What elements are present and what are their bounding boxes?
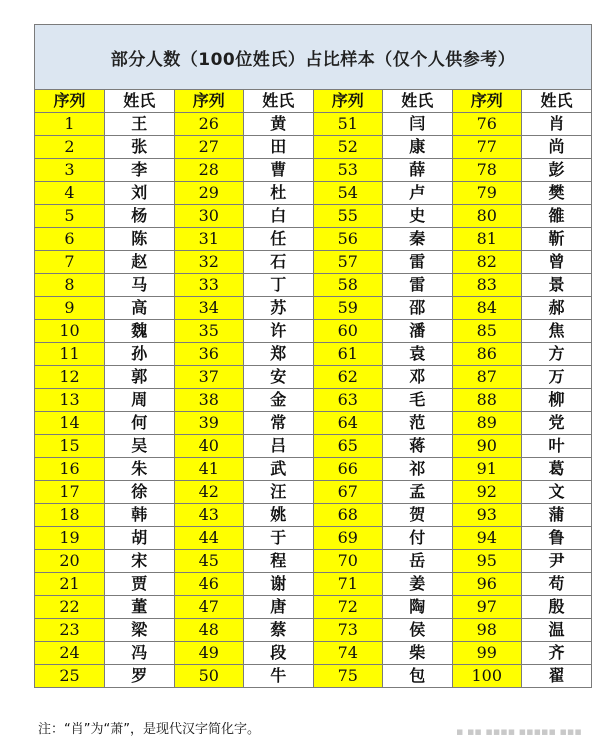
cell-surname: 陈: [105, 228, 175, 251]
cell-surname: 雷: [383, 251, 453, 274]
cell-index: 1: [35, 113, 105, 136]
cell-surname: 鲁: [522, 527, 592, 550]
cell-surname: 梁: [105, 619, 175, 642]
cell-index: 13: [35, 389, 105, 412]
cell-surname: 蔡: [244, 619, 314, 642]
cell-surname: 彭: [522, 159, 592, 182]
cell-surname: 郝: [522, 297, 592, 320]
cell-index: 10: [35, 320, 105, 343]
cell-surname: 董: [105, 596, 175, 619]
cell-surname: 康: [383, 136, 453, 159]
cell-index: 90: [452, 435, 522, 458]
cell-surname: 段: [244, 642, 314, 665]
cell-index: 88: [452, 389, 522, 412]
table-row: [35, 159, 591, 182]
table-row: [35, 596, 591, 619]
cell-surname: 丁: [244, 274, 314, 297]
cell-surname: 范: [383, 412, 453, 435]
cell-surname: 武: [244, 458, 314, 481]
cell-index: 2: [35, 136, 105, 159]
cell-surname: 蒋: [383, 435, 453, 458]
cell-index: 28: [174, 159, 244, 182]
cell-surname: 姜: [383, 573, 453, 596]
cell-index: 60: [313, 320, 383, 343]
cell-index: 98: [452, 619, 522, 642]
table-row: [35, 435, 591, 458]
cell-surname: 黄: [244, 113, 314, 136]
cell-surname: 齐: [522, 642, 592, 665]
cell-surname: 文: [522, 481, 592, 504]
cell-surname: 程: [244, 550, 314, 573]
cell-index: 42: [174, 481, 244, 504]
cell-index: 59: [313, 297, 383, 320]
cell-index: 73: [313, 619, 383, 642]
cell-surname: 胡: [105, 527, 175, 550]
cell-surname: 周: [105, 389, 175, 412]
cell-surname: 樊: [522, 182, 592, 205]
cell-surname: 罗: [105, 665, 175, 688]
cell-index: 61: [313, 343, 383, 366]
cell-index: 37: [174, 366, 244, 389]
cell-surname: 柳: [522, 389, 592, 412]
cell-surname: 曾: [522, 251, 592, 274]
cell-surname: 石: [244, 251, 314, 274]
cell-index: 36: [174, 343, 244, 366]
cell-surname: 雒: [522, 205, 592, 228]
table-row: [35, 228, 591, 251]
cell-surname: 尹: [522, 550, 592, 573]
table-row: [35, 550, 591, 573]
page-title: 部分人数（100位姓氏）占比样本（仅个人供参考）: [35, 25, 591, 90]
cell-surname: 蒲: [522, 504, 592, 527]
cell-surname: 杨: [105, 205, 175, 228]
cell-surname: 靳: [522, 228, 592, 251]
cell-index: 69: [313, 527, 383, 550]
cell-index: 94: [452, 527, 522, 550]
cell-index: 57: [313, 251, 383, 274]
cell-index: 22: [35, 596, 105, 619]
cell-surname: 孙: [105, 343, 175, 366]
table-row: [35, 619, 591, 642]
table-row: [35, 481, 591, 504]
cell-index: 35: [174, 320, 244, 343]
cell-index: 23: [35, 619, 105, 642]
table-row: [35, 642, 591, 665]
column-header-index: 序列: [313, 90, 383, 113]
cell-surname: 岳: [383, 550, 453, 573]
cell-index: 50: [174, 665, 244, 688]
cell-index: 77: [452, 136, 522, 159]
cell-surname: 高: [105, 297, 175, 320]
cell-surname: 包: [383, 665, 453, 688]
cell-index: 63: [313, 389, 383, 412]
cell-index: 43: [174, 504, 244, 527]
cell-index: 84: [452, 297, 522, 320]
cell-surname: 葛: [522, 458, 592, 481]
cell-surname: 焦: [522, 320, 592, 343]
cell-index: 24: [35, 642, 105, 665]
cell-index: 48: [174, 619, 244, 642]
cell-index: 87: [452, 366, 522, 389]
cell-index: 20: [35, 550, 105, 573]
cell-index: 3: [35, 159, 105, 182]
cell-surname: 贾: [105, 573, 175, 596]
cell-surname: 任: [244, 228, 314, 251]
cell-index: 74: [313, 642, 383, 665]
cell-index: 41: [174, 458, 244, 481]
table-row: [35, 343, 591, 366]
table-body: [35, 113, 591, 688]
cell-index: 17: [35, 481, 105, 504]
cell-index: 54: [313, 182, 383, 205]
cell-index: 62: [313, 366, 383, 389]
cell-surname: 孟: [383, 481, 453, 504]
cell-index: 85: [452, 320, 522, 343]
cell-index: 86: [452, 343, 522, 366]
cell-index: 79: [452, 182, 522, 205]
cell-index: 38: [174, 389, 244, 412]
cell-surname: 张: [105, 136, 175, 159]
cell-index: 18: [35, 504, 105, 527]
cell-index: 81: [452, 228, 522, 251]
table-row: [35, 527, 591, 550]
cell-index: 52: [313, 136, 383, 159]
cell-surname: 苏: [244, 297, 314, 320]
cell-surname: 潘: [383, 320, 453, 343]
surname-sample-sheet: [34, 24, 592, 688]
column-header-surname: 姓氏: [522, 90, 592, 113]
cell-index: 97: [452, 596, 522, 619]
table-row: [35, 297, 591, 320]
table-row: [35, 113, 591, 136]
cell-index: 49: [174, 642, 244, 665]
cell-index: 80: [452, 205, 522, 228]
cell-index: 100: [452, 665, 522, 688]
cell-index: 12: [35, 366, 105, 389]
cell-surname: 郑: [244, 343, 314, 366]
cell-surname: 邵: [383, 297, 453, 320]
cell-surname: 田: [244, 136, 314, 159]
cell-index: 95: [452, 550, 522, 573]
cell-index: 34: [174, 297, 244, 320]
cell-surname: 马: [105, 274, 175, 297]
cell-surname: 宋: [105, 550, 175, 573]
cell-index: 66: [313, 458, 383, 481]
cell-index: 8: [35, 274, 105, 297]
cell-surname: 袁: [383, 343, 453, 366]
cell-index: 9: [35, 297, 105, 320]
cell-surname: 毛: [383, 389, 453, 412]
cell-surname: 魏: [105, 320, 175, 343]
cell-index: 29: [174, 182, 244, 205]
column-header-index: 序列: [174, 90, 244, 113]
cell-index: 72: [313, 596, 383, 619]
cell-index: 33: [174, 274, 244, 297]
footnote: 注：“肖”为“萧”，是现代汉字简化字。: [38, 722, 260, 737]
cell-surname: 雷: [383, 274, 453, 297]
cell-index: 47: [174, 596, 244, 619]
cell-surname: 吕: [244, 435, 314, 458]
cell-index: 82: [452, 251, 522, 274]
cell-index: 32: [174, 251, 244, 274]
cell-index: 70: [313, 550, 383, 573]
column-header-surname: 姓氏: [244, 90, 314, 113]
cell-surname: 温: [522, 619, 592, 642]
cell-index: 40: [174, 435, 244, 458]
table-row: [35, 389, 591, 412]
cell-surname: 闫: [383, 113, 453, 136]
cell-surname: 柴: [383, 642, 453, 665]
cell-surname: 苟: [522, 573, 592, 596]
cell-surname: 殷: [522, 596, 592, 619]
table-row: [35, 182, 591, 205]
cell-index: 14: [35, 412, 105, 435]
cell-surname: 郭: [105, 366, 175, 389]
cell-surname: 唐: [244, 596, 314, 619]
cell-surname: 李: [105, 159, 175, 182]
cell-surname: 刘: [105, 182, 175, 205]
column-header-surname: 姓氏: [383, 90, 453, 113]
cell-surname: 景: [522, 274, 592, 297]
cell-surname: 史: [383, 205, 453, 228]
cell-index: 53: [313, 159, 383, 182]
cell-index: 6: [35, 228, 105, 251]
cell-surname: 陶: [383, 596, 453, 619]
cell-index: 78: [452, 159, 522, 182]
cell-index: 65: [313, 435, 383, 458]
cell-index: 96: [452, 573, 522, 596]
cell-index: 39: [174, 412, 244, 435]
cell-index: 64: [313, 412, 383, 435]
column-header-index: 序列: [452, 90, 522, 113]
table-row: [35, 320, 591, 343]
cell-surname: 王: [105, 113, 175, 136]
cell-surname: 翟: [522, 665, 592, 688]
cell-surname: 曹: [244, 159, 314, 182]
cell-surname: 徐: [105, 481, 175, 504]
cell-surname: 叶: [522, 435, 592, 458]
table-row: [35, 573, 591, 596]
cell-index: 4: [35, 182, 105, 205]
cell-index: 5: [35, 205, 105, 228]
cell-index: 51: [313, 113, 383, 136]
cell-index: 68: [313, 504, 383, 527]
cell-index: 83: [452, 274, 522, 297]
cell-surname: 常: [244, 412, 314, 435]
cell-index: 46: [174, 573, 244, 596]
cell-index: 58: [313, 274, 383, 297]
cell-index: 76: [452, 113, 522, 136]
cell-index: 11: [35, 343, 105, 366]
cell-index: 56: [313, 228, 383, 251]
cell-surname: 谢: [244, 573, 314, 596]
table-row: [35, 205, 591, 228]
cell-index: 26: [174, 113, 244, 136]
cell-surname: 赵: [105, 251, 175, 274]
table-row: [35, 458, 591, 481]
table-row: [35, 136, 591, 159]
column-header-surname: 姓氏: [105, 90, 175, 113]
cell-index: 89: [452, 412, 522, 435]
cell-surname: 许: [244, 320, 314, 343]
surname-table: [35, 90, 591, 687]
cell-surname: 秦: [383, 228, 453, 251]
cell-index: 25: [35, 665, 105, 688]
cell-surname: 祁: [383, 458, 453, 481]
cell-index: 19: [35, 527, 105, 550]
cell-index: 71: [313, 573, 383, 596]
cell-index: 30: [174, 205, 244, 228]
cell-index: 31: [174, 228, 244, 251]
cell-surname: 杜: [244, 182, 314, 205]
cell-surname: 姚: [244, 504, 314, 527]
cell-surname: 党: [522, 412, 592, 435]
cell-index: 15: [35, 435, 105, 458]
column-header-index: 序列: [35, 90, 105, 113]
table-row: [35, 251, 591, 274]
cell-surname: 薛: [383, 159, 453, 182]
cell-surname: 汪: [244, 481, 314, 504]
watermark: ▪ ▪▪ ▪▪▪▪ ▪▪▪▪▪ ▪▪▪: [456, 725, 582, 738]
cell-index: 21: [35, 573, 105, 596]
table-row: [35, 274, 591, 297]
table-header-row: [35, 90, 591, 113]
cell-surname: 方: [522, 343, 592, 366]
cell-surname: 肖: [522, 113, 592, 136]
cell-surname: 邓: [383, 366, 453, 389]
cell-surname: 朱: [105, 458, 175, 481]
cell-surname: 牛: [244, 665, 314, 688]
cell-index: 93: [452, 504, 522, 527]
table-row: [35, 412, 591, 435]
cell-surname: 万: [522, 366, 592, 389]
cell-surname: 于: [244, 527, 314, 550]
cell-surname: 贺: [383, 504, 453, 527]
cell-surname: 韩: [105, 504, 175, 527]
table-row: [35, 366, 591, 389]
cell-surname: 侯: [383, 619, 453, 642]
cell-surname: 白: [244, 205, 314, 228]
cell-index: 44: [174, 527, 244, 550]
cell-index: 45: [174, 550, 244, 573]
cell-surname: 冯: [105, 642, 175, 665]
cell-index: 7: [35, 251, 105, 274]
table-row: [35, 504, 591, 527]
cell-index: 16: [35, 458, 105, 481]
cell-index: 92: [452, 481, 522, 504]
cell-surname: 吴: [105, 435, 175, 458]
cell-index: 55: [313, 205, 383, 228]
cell-index: 75: [313, 665, 383, 688]
cell-surname: 卢: [383, 182, 453, 205]
cell-surname: 安: [244, 366, 314, 389]
cell-index: 91: [452, 458, 522, 481]
cell-surname: 付: [383, 527, 453, 550]
cell-surname: 何: [105, 412, 175, 435]
cell-surname: 尚: [522, 136, 592, 159]
cell-index: 99: [452, 642, 522, 665]
cell-index: 67: [313, 481, 383, 504]
cell-surname: 金: [244, 389, 314, 412]
cell-index: 27: [174, 136, 244, 159]
table-row: [35, 665, 591, 688]
